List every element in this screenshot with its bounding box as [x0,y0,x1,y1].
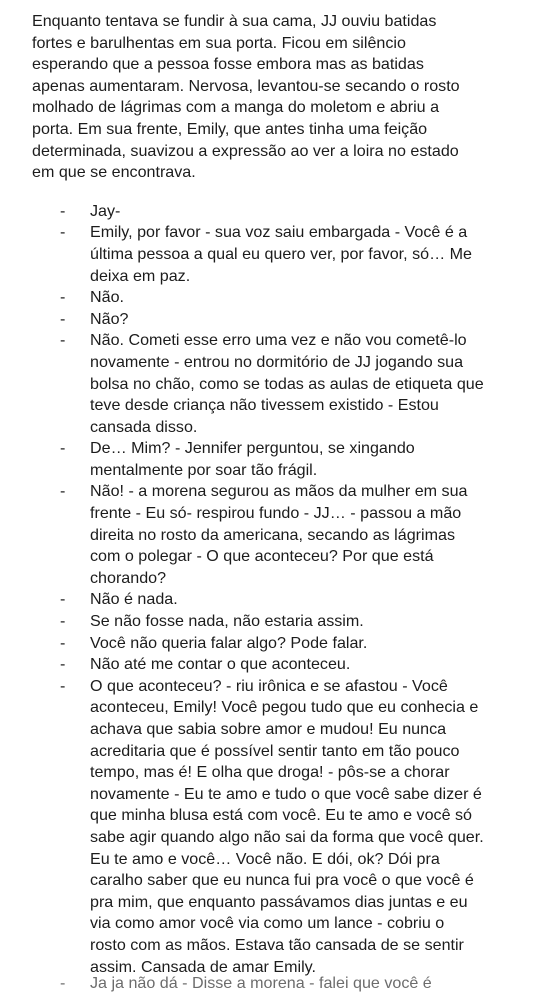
dialogue-text: Não? [90,309,129,328]
dialogue-text: Não até me contar o que aconteceu. [90,655,351,674]
dialogue-text: Não. Cometi esse erro uma vez e não vou cometê-lo novamente - entrou no dormitório de JJ jogando sua bolsa no chão, como se todas as aulas de etiqueta que teve desde criança não tivessem existido - Estou cansada disso. [90,331,484,436]
dash-bullet: - [60,612,66,631]
dialogue-line [0,309,535,331]
dialogue-line [0,201,535,223]
dialogue-text: Se não fosse nada, não estaria assim. [90,612,364,631]
dialogue-text: Você não queria falar algo? Pode falar. [90,633,368,652]
dash-bullet: - [60,676,66,695]
dialogue-text: Não! - a morena segurou as mãos da mulher em sua frente - Eu só- respirou fundo - JJ… - passou a mão direita no rosto da americana, secando as lágrimas com o polegar - O que aconteceu? Por que está chorando? [90,482,468,587]
dash-bullet: - [60,482,66,501]
dash-bullet: - [60,331,66,350]
dialogue-line [0,676,535,978]
dash-bullet: - [60,223,66,242]
dialogue-line [0,611,535,633]
dash-bullet: - [60,974,66,993]
dialogue-line [0,654,535,676]
dash-bullet: - [60,655,66,674]
dialogue-line [0,222,535,287]
dialogue-text: De… Mim? - Jennifer perguntou, se xingando mentalmente por soar tão frágil. [90,439,415,479]
dash-bullet: - [60,439,66,458]
dialogue-list [0,201,535,1000]
dialogue-text: O que aconteceu? - riu irônica e se afastou - Você aconteceu, Emily! Você pegou tudo que eu conhecia e achava que sabia sobre amor e mudou! Eu nunca acreditaria que é possível sentir tanto em tão pouco tempo, mas é! E olha que droga! - pôs-se a chorar novamente - Eu te amo e tudo o que você sabe dizer é que minha blusa está com você. Eu te amo e você só sabe agir quando algo não sai da forma que você quer. Eu te amo e você… Você não. E dói, ok? Dói pra caralho saber que eu nunca fui pra você o que você é pra mim, que enquanto passávamos dias juntas e eu via como amor você via como um lance - cobriu o rosto com as mãos. Estava tão cansada de se sentir assim. Cansada de amar Emily. [90,676,484,976]
dialogue-text: Jay- [90,201,121,220]
dialogue-line [0,287,535,309]
dialogue-line [0,589,535,611]
dialogue-text: Emily, por favor - sua voz saiu embargada - Você é a última pessoa a qual eu quero ver, por favor, só… Me deixa em paz. [90,223,472,285]
dialogue-line [0,481,535,589]
dialogue-text: Ja ja não dá - Disse a morena - falei que você é [90,974,432,993]
dialogue-line [0,330,535,438]
intro-paragraph: Enquanto tentava se fundir à sua cama, JJ ouviu batidas fortes e barulhentas em sua porta. Ficou em silêncio esperando que a pessoa fosse embora mas as batidas apenas aumentaram. Nervosa, levantou-se secando o rosto molhado de lágrimas com a manga do moletom e abriu a porta. Em sua frente, Emily, que antes tinha uma feição determinada, suavizou a expressão ao ver a loira no estado em que se encontrava. [32,12,460,182]
dialogue-line-cut-off [0,973,535,995]
dash-bullet: - [60,309,66,328]
dash-bullet: - [60,633,66,652]
dialogue-line [0,438,535,481]
dash-bullet: - [60,201,66,220]
dialogue-text: Não é nada. [90,590,178,609]
dash-bullet: - [60,590,66,609]
dash-bullet: - [60,288,66,307]
dialogue-line [0,633,535,655]
dialogue-text: Não. [90,288,124,307]
